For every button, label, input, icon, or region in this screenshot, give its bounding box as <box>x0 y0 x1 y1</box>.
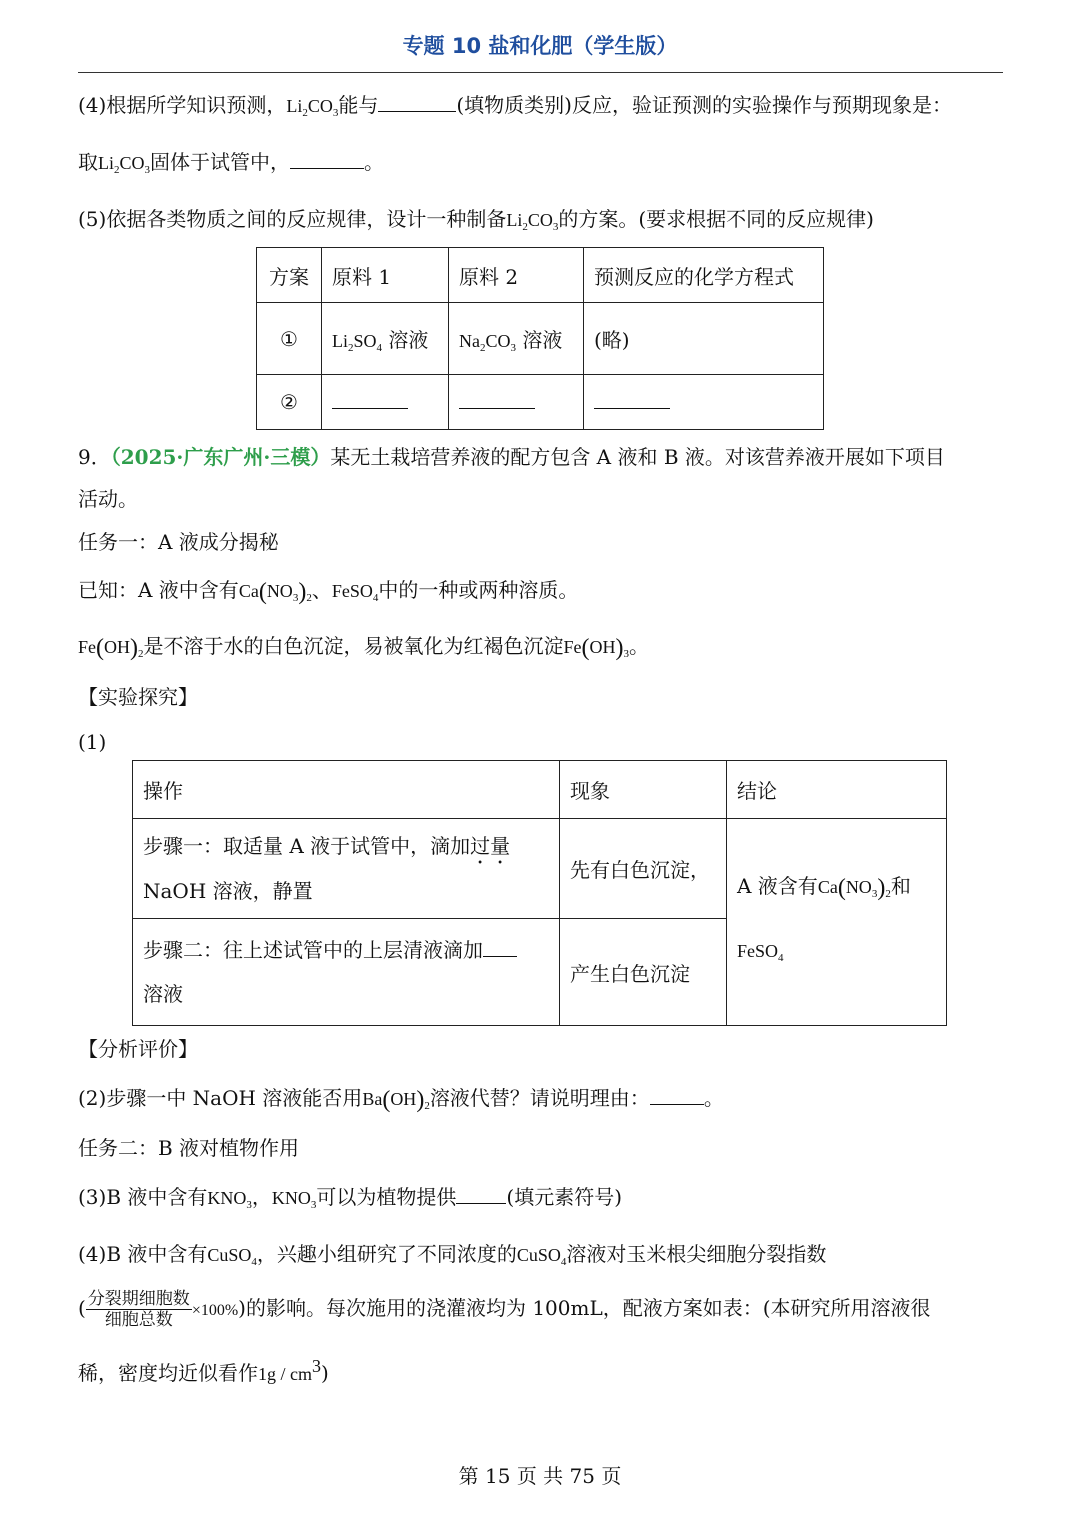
q8-scheme-table <box>256 247 824 430</box>
table-header: 原料 1 <box>322 248 449 303</box>
answer-blank <box>378 93 456 112</box>
table-row <box>133 761 947 819</box>
question-source: （2025·广东广州·三模） <box>110 445 331 469</box>
q8-part5: (5)依据各类物质之间的反应规律，设计一种制备$Li_2CO_3$的方案。(要求根据不同的反应规律) <box>78 207 874 233</box>
q9-stem-line1: 9．（2025·广东广州·三模）某无土栽培营养液的配方包含 A 液和 B 液。对该营养液开展如下项目 <box>78 445 945 469</box>
formula-li2co3: $Li_2CO_3$ <box>286 96 339 119</box>
answer-blank <box>459 390 535 409</box>
table-cell: 步骤一：取适量 A 液于试管中，滴加过量 NaOH 溶液，静置 <box>133 819 560 919</box>
answer-blank <box>483 938 517 957</box>
table-cell: 先有白色沉淀， <box>560 819 727 919</box>
table-header: 原料 2 <box>449 248 584 303</box>
table-cell <box>584 375 824 430</box>
table-cell: $Li_2SO_4$ 溶液 <box>322 303 449 375</box>
division-index-fraction: $\frac{\text{分裂期细胞数}}{\text{细胞总数}}$ <box>87 1289 190 1330</box>
table-cell: (略) <box>584 303 824 375</box>
table-row <box>257 375 824 430</box>
part4-line3: 稀，密度均近似看作$1g / cm^3$) <box>78 1356 329 1385</box>
table-cell <box>449 375 584 430</box>
part4-line1: (4)B 液中含有CuSO$_4$，兴趣小组研究了不同浓度的CuSO$_4$溶液对玉米根尖细胞分裂指数 <box>78 1242 827 1268</box>
table-row <box>257 248 824 303</box>
table-cell: ① <box>257 303 322 375</box>
answer-blank <box>290 150 364 169</box>
answer-blank <box>456 1185 506 1204</box>
q9-experiment-table <box>132 760 947 1026</box>
part1-label: (1) <box>78 730 107 754</box>
formula-li2co3: $Li_2CO_3$ <box>506 210 559 233</box>
page-header-title: 专题 10 盐和化肥（学生版） <box>402 34 678 58</box>
header-rule <box>78 72 1003 73</box>
answer-blank <box>594 390 670 409</box>
section-analysis: 【分析评价】 <box>78 1037 198 1061</box>
fe-oh-line: $Fe(OH)_2$是不溶于水的白色沉淀，易被氧化为红褐色沉淀$Fe(OH)_3$。 <box>78 634 649 661</box>
table-header: 现象 <box>560 761 727 819</box>
part3-line: (3)B 液中含有$KNO_3$，$KNO_3$可以为植物提供 (填元素符号) <box>78 1185 622 1211</box>
answer-blank <box>332 390 408 409</box>
q9-stem-line2: 活动。 <box>78 487 138 511</box>
part2-line: (2)步骤一中 NaOH 溶液能否用$Ba(OH)_2$溶液代替？请说明理由： 。 <box>78 1086 724 1113</box>
table-cell: $Na_2CO_3$ 溶液 <box>449 303 584 375</box>
table-cell: 产生白色沉淀 <box>560 919 727 1026</box>
table-header: 预测反应的化学方程式 <box>584 248 824 303</box>
table-header: 方案 <box>257 248 322 303</box>
part4-line2: ( $\frac{\text{分裂期细胞数}}{\text{细胞总数}}$ ×100%)的影响。每次施用的浇灌液均为 100mL，配液方案如表：(本研究所用溶液很 <box>78 1289 931 1330</box>
table-cell: 步骤二：往上述试管中的上层清液滴加 溶液 <box>133 919 560 1026</box>
q8-part4-line2: 取$Li_2CO_3$固体于试管中， 。 <box>78 150 385 176</box>
table-header: 结论 <box>727 761 947 819</box>
known-line: 已知：A 液中含有$Ca(NO_3)_2$、FeSO$_4$中的一种或两种溶质。 <box>78 578 579 605</box>
formula-li2co3: $Li_2CO_3$ <box>98 153 151 176</box>
table-cell <box>322 375 449 430</box>
task2-title: 任务二：B 液对植物作用 <box>78 1136 300 1160</box>
table-row <box>133 819 947 919</box>
table-header: 操作 <box>133 761 560 819</box>
task1-title: 任务一：A 液成分揭秘 <box>78 530 279 554</box>
page-footer: 第 15 页 共 75 页 <box>458 1464 622 1488</box>
section-experiment: 【实验探究】 <box>78 685 198 709</box>
q8-part4-line1: (4)根据所学知识预测，$Li_2CO_3$能与 (填物质类别)反应，验证预测的实验操作与预期现象是： <box>78 93 952 119</box>
table-cell: A 液含有$Ca(NO_3)_2$和 FeSO$_4$ <box>727 819 947 1026</box>
answer-blank <box>650 1086 704 1105</box>
table-cell: ② <box>257 375 322 430</box>
table-row <box>257 303 824 375</box>
